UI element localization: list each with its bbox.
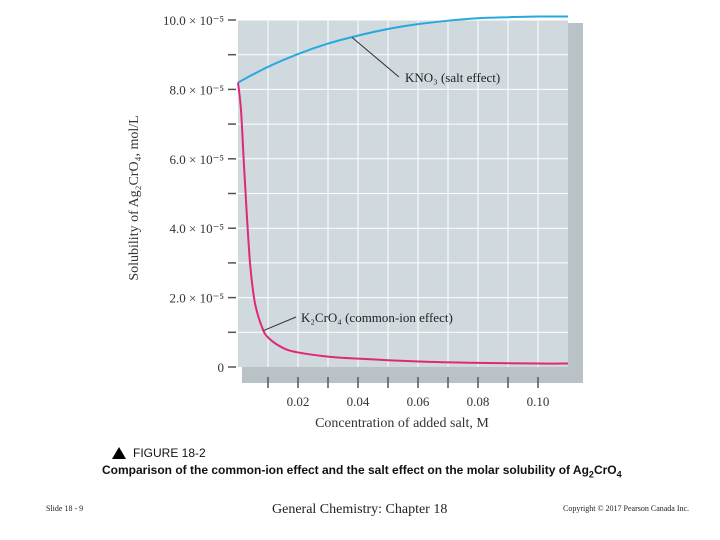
y-tick-label: 6.0 × 10⁻⁵ <box>169 151 224 167</box>
x-tick-label: 0.02 <box>286 394 310 409</box>
triangle-icon <box>112 447 126 459</box>
x-tick-label: 0.10 <box>526 394 550 409</box>
common-ion-label: K₂CrO₄ (common-ion effect) <box>301 310 453 325</box>
figure-description-sub-2: 4 <box>616 469 622 480</box>
figure-description-mid: CrO <box>593 463 617 477</box>
footer-title: General Chemistry: Chapter 18 <box>272 502 448 517</box>
figure-description-sub-1: 2 <box>588 469 594 480</box>
y-tick-label: 2.0 × 10⁻⁵ <box>169 290 224 306</box>
y-tick-label: 8.0 × 10⁻⁵ <box>169 82 224 98</box>
figure-description <box>102 463 622 479</box>
y-tick-label: 0 <box>217 360 224 375</box>
figure-description-text: Comparison of the common-ion effect and the salt effect on the molar solubility of Ag <box>102 463 589 477</box>
copyright: Copyright © 2017 Pearson Canada Inc. <box>563 504 690 513</box>
y-tick-label: 10.0 × 10⁻⁵ <box>163 13 224 28</box>
y-tick-label: 4.0 × 10⁻⁵ <box>169 221 224 237</box>
x-tick-label: 0.08 <box>466 394 490 409</box>
figure-title: FIGURE 18-2 <box>133 446 206 460</box>
salt-effect-label: KNO₃ (salt effect) <box>405 70 501 85</box>
x-axis-label: Concentration of added salt, M <box>315 416 489 431</box>
x-tick-label: 0.06 <box>406 394 430 409</box>
y-axis-label: Solubility of Ag₂CrO₄, mol/L <box>127 115 142 281</box>
x-tick-label: 0.04 <box>346 394 370 409</box>
slide-number: Slide 18 - 9 <box>46 504 84 513</box>
